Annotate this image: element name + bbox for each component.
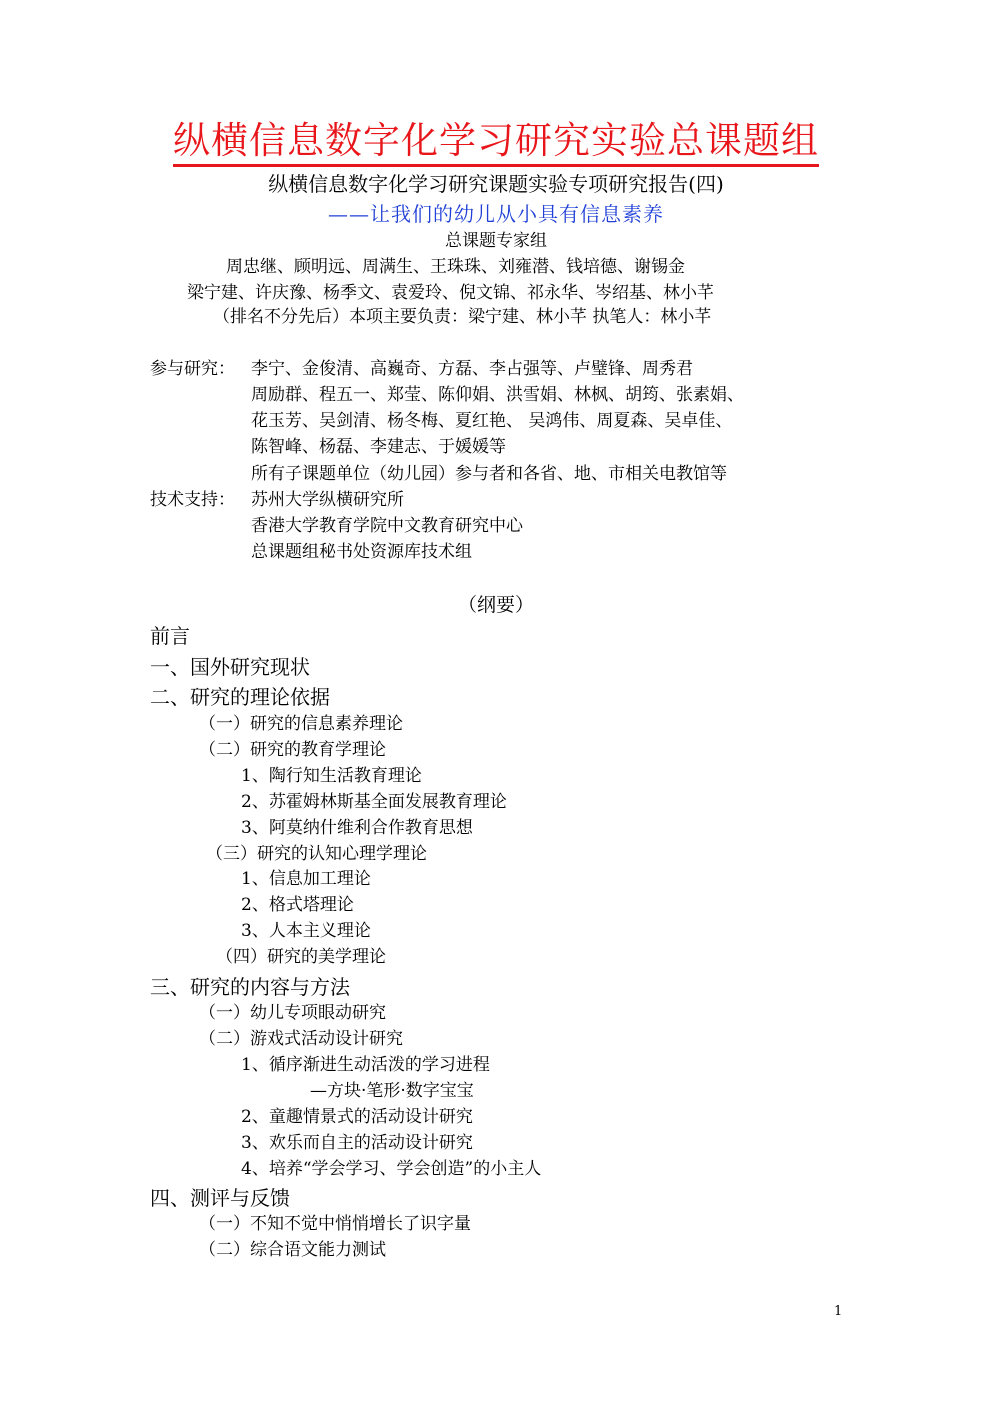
outline-item: 三、研究的内容与方法 <box>150 975 350 999</box>
participants-line-1: 李宁、金俊清、高巍奇、方磊、李占强等、卢璧锋、周秀君 <box>251 359 693 379</box>
support-line-3: 总课题组秘书处资源库技术组 <box>251 542 472 562</box>
outline-item: （二）综合语文能力测试 <box>199 1240 386 1260</box>
participants-label: 参与研究： <box>150 359 235 379</box>
experts-line-2: 梁宁建、许庆豫、杨季文、袁爱玲、倪文锦、祁永华、岑绍基、林小芊 <box>187 283 714 303</box>
main-title: 纵横信息数字化学习研究实验总课题组 <box>0 122 992 159</box>
outline-item: 四、测评与反馈 <box>150 1186 290 1210</box>
outline-item: 2、童趣情景式的活动设计研究 <box>241 1107 473 1127</box>
outline-item: 1、循序渐进生动活泼的学习进程 <box>241 1055 490 1075</box>
outline-item: 2、格式塔理论 <box>241 895 354 915</box>
experts-line-3: （排名不分先后）本项主要负责：梁宁建、林小芊 执笔人：林小芊 <box>213 307 712 327</box>
outline-item: 3、欢乐而自主的活动设计研究 <box>241 1133 473 1153</box>
support-line-1: 苏州大学纵横研究所 <box>251 490 404 510</box>
outline-title: （纲要） <box>457 594 534 616</box>
participants-line-3: 花玉芳、吴剑清、杨冬梅、夏红艳、 吴鸿伟、周夏森、吴卓佳、 <box>251 411 733 431</box>
experts-line-1: 周忠继、顾明远、周满生、王珠珠、刘雍潜、钱培德、谢锡金 <box>226 257 685 277</box>
outline-item: 1、信息加工理论 <box>241 869 371 889</box>
outline-item: （四）研究的美学理论 <box>216 947 386 967</box>
outline-item: 二、研究的理论依据 <box>150 685 330 709</box>
outline-item: （一）不知不觉中悄悄增长了识字量 <box>199 1214 471 1234</box>
outline-item: 一、国外研究现状 <box>150 655 310 679</box>
support-line-2: 香港大学教育学院中文教育研究中心 <box>251 516 523 536</box>
expert-group-heading: 总课题专家组 <box>445 231 547 251</box>
outline-item: （一）幼儿专项眼动研究 <box>199 1003 386 1023</box>
outline-item: 3、人本主义理论 <box>241 921 371 941</box>
report-title: 纵横信息数字化学习研究课题实验专项研究报告(四) <box>268 172 724 196</box>
outline-item: （三）研究的认知心理学理论 <box>206 844 427 864</box>
outline-item: 3、阿莫纳什维利合作教育思想 <box>241 818 473 838</box>
support-label: 技术支持： <box>150 490 235 510</box>
outline-item: （二）游戏式活动设计研究 <box>199 1029 403 1049</box>
participants-line-2: 周励群、程五一、郑莹、陈仰娟、洪雪娟、林枫、胡筠、张素娟、 <box>251 385 744 405</box>
outline-item: （一）研究的信息素养理论 <box>199 714 403 734</box>
outline-item: 2、苏霍姆林斯基全面发展教育理论 <box>241 792 507 812</box>
outline-item: （二）研究的教育学理论 <box>199 740 386 760</box>
outline-item: 4、培养“学会学习、学会创造”的小主人 <box>241 1159 542 1179</box>
page-number: 1 <box>834 1304 843 1319</box>
outline-item: 前言 <box>150 624 190 648</box>
participants-line-4: 陈智峰、杨磊、李建志、于媛媛等 <box>251 437 506 457</box>
outline-item: —方块·笔形·数字宝宝 <box>310 1081 474 1101</box>
participants-line-5: 所有子课题单位（幼儿园）参与者和各省、地、市相关电教馆等 <box>251 464 727 484</box>
report-subtitle: ——让我们的幼儿从小具有信息素养 <box>328 202 664 226</box>
outline-item: 1、陶行知生活教育理论 <box>241 766 422 786</box>
